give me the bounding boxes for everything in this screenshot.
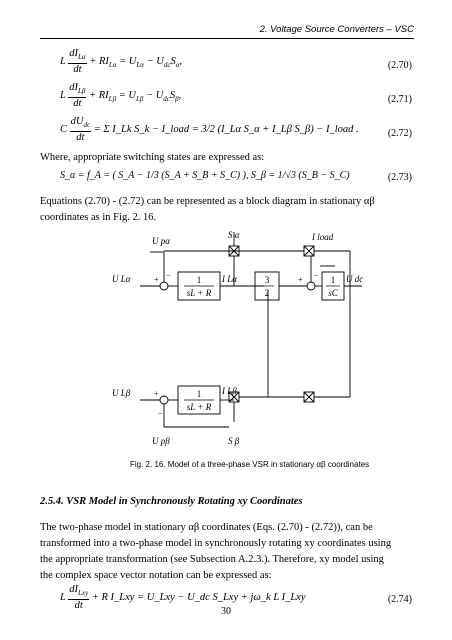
section-heading: 2.5.4. VSR Model in Synchronously Rotating xy Coordinates xyxy=(40,496,303,507)
header-rule xyxy=(40,38,414,39)
where-text: Where, appropriate switching states are expressed as: xyxy=(40,152,265,163)
equation-number: (2.70) xyxy=(387,60,412,71)
paragraph-1: Equations (2.70) - (2.72) can be represented as a block diagram in stationary αβ coordinates as in Fig. 2. 16. xyxy=(40,196,375,223)
sign-plus: + xyxy=(154,389,159,398)
figure-caption: Fig. 2. 16. Model of a three-phase VSR in stationary αβ coordinates xyxy=(130,460,370,469)
tf2-denominator: sL + R xyxy=(186,402,212,412)
label-i-load: I load xyxy=(312,232,334,242)
sign-plus: + xyxy=(154,275,159,284)
page-number: 30 xyxy=(221,606,231,617)
block-diagram xyxy=(0,222,452,462)
tf3-denominator: sC xyxy=(328,288,338,298)
equation-2-70: L $\frac{dI_{L\alpha}}{dt}$ + $RI_{L\alpha} = U_{L\alpha} - U_{dc}S_\alpha$, xyxy=(60,48,183,75)
sign-plus: + xyxy=(298,275,303,284)
tf1-numerator: 1 xyxy=(196,275,202,285)
label-u-l-beta: U Lβ xyxy=(112,388,131,398)
equation-2-73: S_α = f_A = ( S_A − 1/3 (S_A + S_B + S_C) ), S_β = 1/√3 (S_B − S_C) xyxy=(60,170,350,181)
equation-2-74: L $\frac{dI_{Lxy}}{dt}$ + R I_Lxy = U_Lxy − U_dc S_Lxy + jω_k L I_Lxy xyxy=(60,584,306,611)
sign-minus: − xyxy=(314,271,319,280)
label-u-p-beta: U pβ xyxy=(152,436,170,446)
tf1-denominator: sL + R xyxy=(186,288,212,298)
sign-minus: − xyxy=(166,271,171,280)
paragraph-2: The two-phase model in stationary αβ coordinates (Eqs. (2.70) - (2.72)), can be transformed into a two-phase model in synchronously rotating xy coordinates using the appropriate transformation (see Subsection A.2.3.). Therefore, xy model using the complex space vector notation can be expressed as: xyxy=(40,522,392,581)
equation-number: (2.71) xyxy=(387,94,412,105)
tf3-numerator: 1 xyxy=(330,275,336,285)
equation-2-71: L $\frac{dI_{L\beta}}{dt}$ + $RI_{L\beta} = U_{L\beta} - U_{dc}S_\beta$, xyxy=(60,82,182,109)
label-u-p-alpha: U pα xyxy=(152,236,170,246)
equation-number: (2.74) xyxy=(387,594,412,605)
sign-minus: − xyxy=(158,409,163,418)
running-header: 2. Voltage Source Converters – VSC xyxy=(259,24,414,35)
label-s-alpha: S α xyxy=(228,230,240,240)
equation-2-72: C $\frac{dU_{dc}}{dt}$ = Σ I_Lk S_k − I_load = 3/2 (I_Lα S_α + I_Lβ S_β) − I_load . xyxy=(60,116,359,143)
label-u-l-alpha: U Lα xyxy=(112,274,131,284)
tf2-numerator: 1 xyxy=(196,389,202,399)
label-i-l-beta: I Lβ xyxy=(222,386,237,396)
gain-denominator: 2 xyxy=(264,288,270,298)
equation-number: (2.72) xyxy=(387,128,412,139)
label-s-beta: S β xyxy=(228,436,240,446)
gain-numerator: 3 xyxy=(264,275,270,285)
equation-number: (2.73) xyxy=(387,172,412,183)
label-u-dc: U dc xyxy=(346,274,364,284)
label-i-l-alpha: I Lα xyxy=(222,274,237,284)
